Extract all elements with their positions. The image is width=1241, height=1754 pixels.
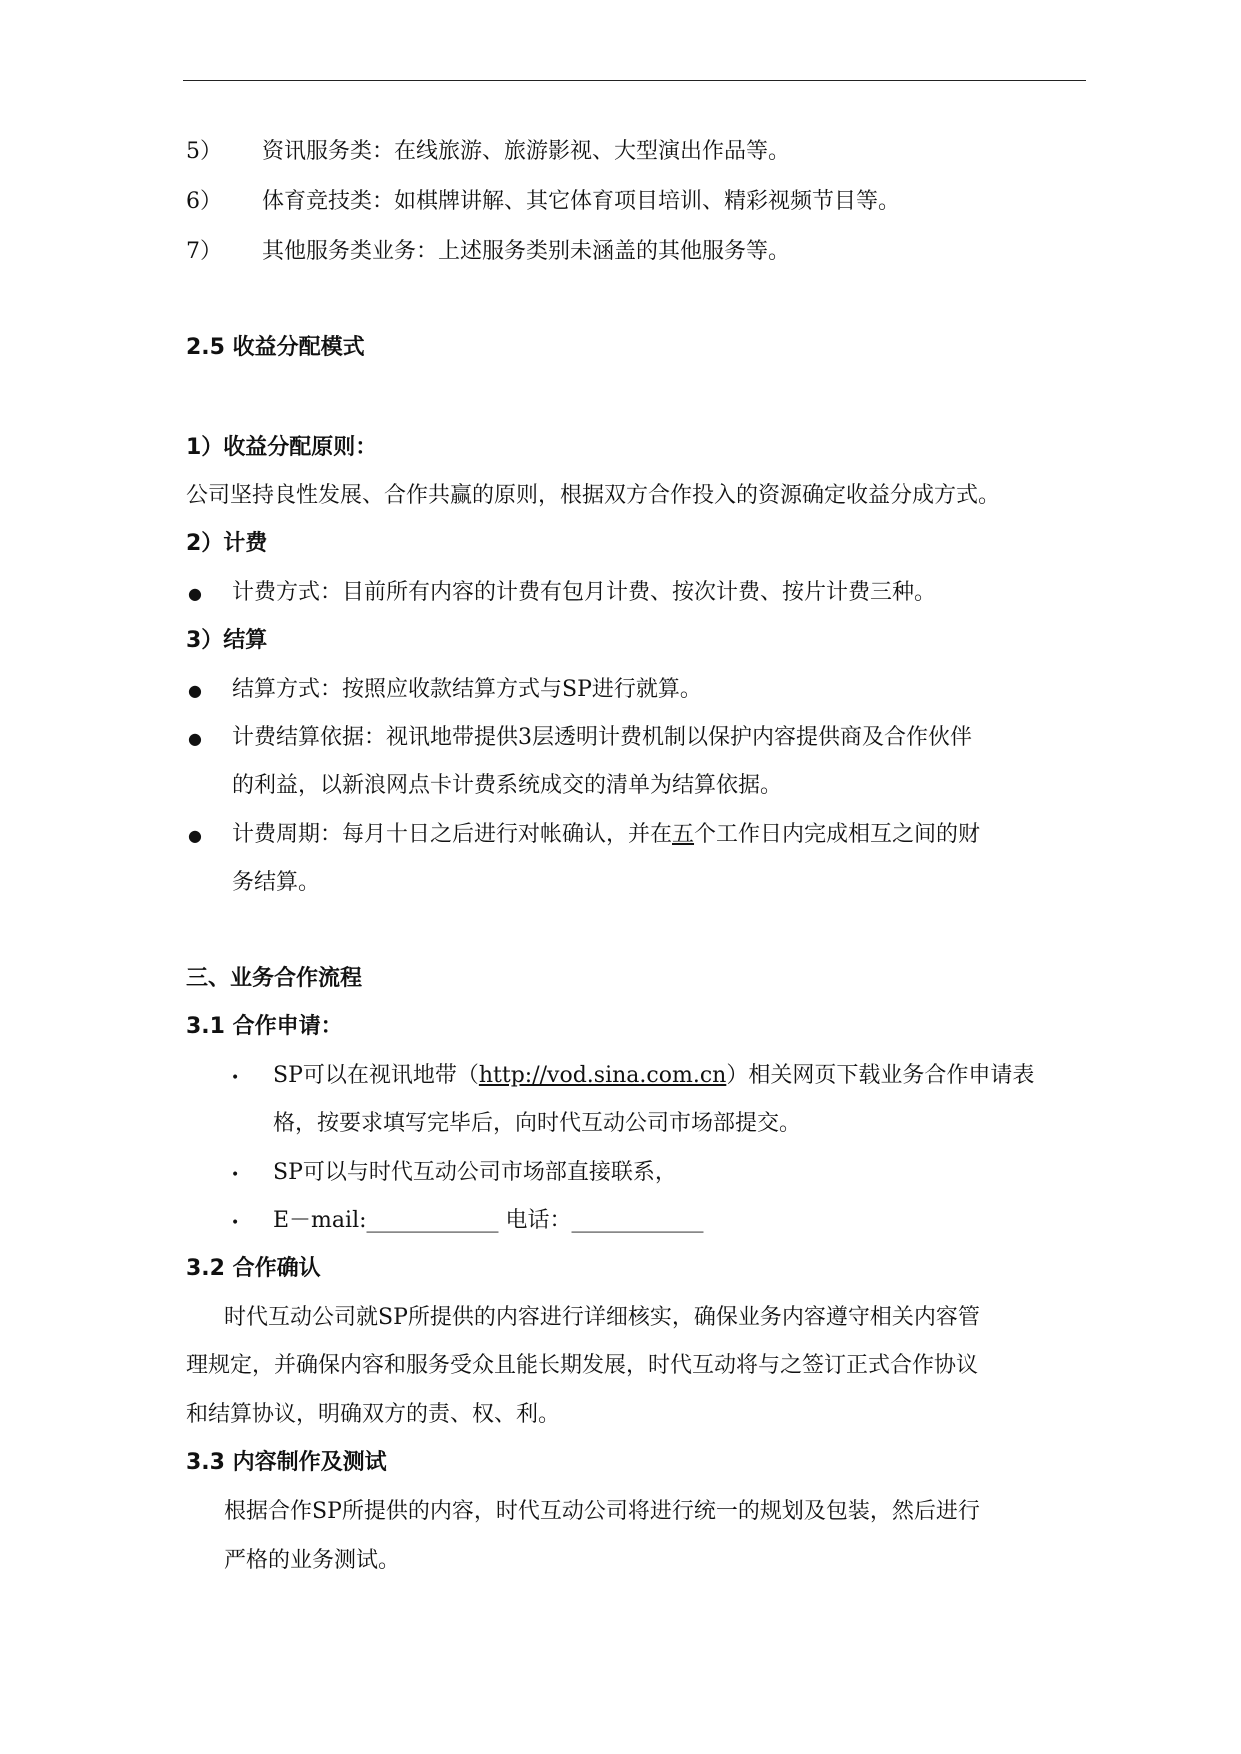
subsection-heading: 2）计费 <box>186 531 268 556</box>
bullet-text-continued: 的利益，以新浪网点卡计费系统成交的清单为结算依据。 <box>232 773 783 798</box>
paragraph-text: 和结算协议，明确双方的责、权、利。 <box>186 1402 561 1427</box>
bullet-icon: • <box>231 1167 240 1183</box>
bullet-icon: • <box>231 1070 240 1086</box>
bullet-icon: • <box>231 1215 240 1231</box>
list-item-text: 体育竞技类：如棋牌讲解、其它体育项目培训、精彩视频节目等。 <box>262 189 901 214</box>
bullet-text-continued: 格，按要求填写完毕后，向时代互动公司市场部提交。 <box>273 1111 802 1136</box>
bullet-text: 计费结算依据：视讯地带提供3层透明计费机制以保护内容提供商及合作伙伴 <box>232 725 972 750</box>
bullet-text: 结算方式：按照应收款结算方式与SP进行就算。 <box>232 677 702 702</box>
bullet-text-part: 个工作日内完成相互之间的财 <box>694 822 981 847</box>
list-item-number: 5） <box>186 139 222 164</box>
paragraph-text: 公司坚持良性发展、合作共赢的原则，根据双方合作投入的资源确定收益分成方式。 <box>186 483 1001 508</box>
bullet-icon: ● <box>188 584 202 603</box>
paragraph-text: 时代互动公司就SP所提供的内容进行详细核实，确保业务内容遵守相关内容管 <box>224 1305 980 1330</box>
paragraph-text: 根据合作SP所提供的内容，时代互动公司将进行统一的规划及包装，然后进行 <box>224 1499 980 1524</box>
bullet-text <box>232 820 980 850</box>
list-item-text: 资讯服务类：在线旅游、旅游影视、大型演出作品等。 <box>262 139 791 164</box>
bullet-text: 计费方式：目前所有内容的计费有包月计费、按次计费、按片计费三种。 <box>232 580 937 605</box>
bullet-text-part: SP可以在视讯地带（ <box>273 1063 479 1088</box>
website-link[interactable]: http://vod.sina.com.cn <box>478 1063 727 1088</box>
header-rule <box>183 80 1086 81</box>
paragraph-text: 严格的业务测试。 <box>224 1548 401 1573</box>
paragraph-text: 理规定，并确保内容和服务受众且能长期发展，时代互动将与之签订正式合作协议 <box>186 1353 979 1378</box>
bullet-text-part: ）相关网页下载业务合作申请表 <box>726 1063 1035 1088</box>
list-item-number: 7） <box>186 239 222 264</box>
bullet-icon: ● <box>188 826 202 845</box>
subsection-heading: 3）结算 <box>186 628 268 653</box>
underlined-word: 五 <box>672 822 695 847</box>
bullet-text-continued: 务结算。 <box>232 870 321 895</box>
section-heading: 2.5 收益分配模式 <box>186 335 365 360</box>
subsection-heading: 3.3 内容制作及测试 <box>186 1450 387 1475</box>
list-item-number: 6） <box>186 189 222 214</box>
section-heading: 三、业务合作流程 <box>186 966 363 991</box>
bullet-icon: ● <box>188 681 202 700</box>
bullet-text-part: 计费周期：每月十日之后进行对帐确认，并在 <box>232 822 673 847</box>
bullet-icon: ● <box>188 729 202 748</box>
list-item-text: 其他服务类业务：上述服务类别未涵盖的其他服务等。 <box>262 239 791 264</box>
contact-line: E－mail:____________ 电话：____________ <box>273 1208 704 1233</box>
subsection-heading: 1）收益分配原则： <box>186 435 378 460</box>
subsection-heading: 3.2 合作确认 <box>186 1256 321 1281</box>
subsection-heading: 3.1 合作申请： <box>186 1014 343 1039</box>
bullet-text: SP可以与时代互动公司市场部直接联系， <box>273 1160 677 1185</box>
bullet-text <box>273 1061 1034 1091</box>
